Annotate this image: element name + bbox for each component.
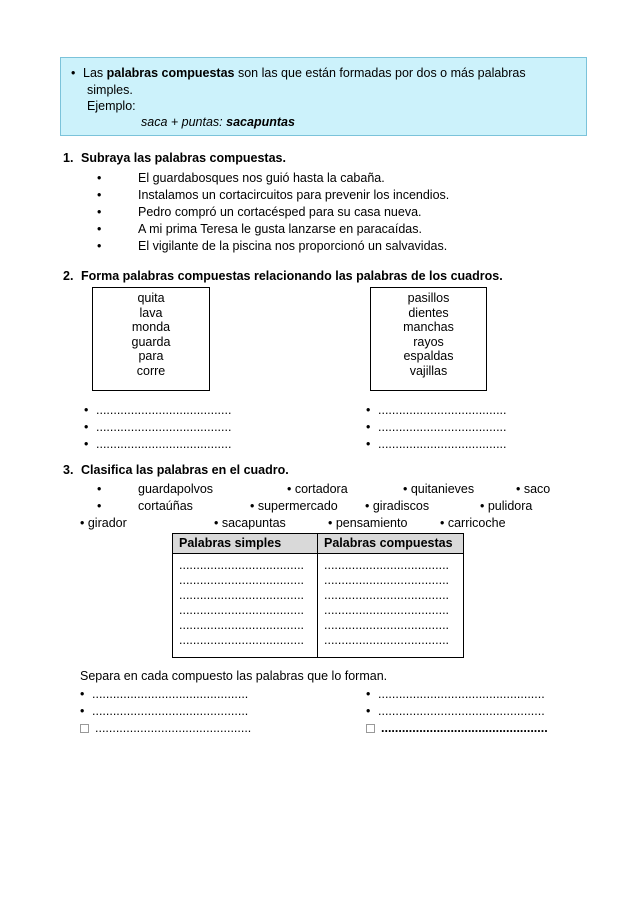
word-bank-item: • quitanieves: [403, 482, 475, 496]
word-bank-item: • cortaúñas: [97, 499, 193, 513]
word: corre: [136, 363, 166, 378]
list-item: • Instalamos un cortacircuitos para prevenir los incendios.: [97, 188, 450, 202]
answer-line[interactable]: • ................................................: [366, 687, 545, 701]
answer-line[interactable]: • .......................................: [84, 437, 232, 451]
word-bank-item: • pulidora: [480, 499, 533, 513]
list-item: • Pedro compró un cortacésped para su casa nueva.: [97, 205, 422, 219]
list-item: • El vigilante de la piscina nos proporcionó un salvavidas.: [97, 239, 448, 253]
word-bank-item: • giradiscos: [365, 499, 430, 513]
header-simple: Palabras simples: [173, 534, 318, 554]
definition-box: [60, 57, 587, 136]
word-bank-item: • girador: [80, 516, 127, 530]
word: manchas: [403, 320, 454, 334]
word-bank-item: • cortadora: [287, 482, 348, 496]
answer-line[interactable]: • .......................................: [84, 403, 232, 417]
answer-line[interactable]: • .............................................: [80, 687, 249, 701]
word: monda: [131, 320, 171, 334]
answer-line[interactable]: .............................................: [80, 720, 251, 736]
checkbox-icon: [366, 724, 375, 733]
definition-line2: simples.: [87, 83, 133, 97]
word-bank-item: • pensamiento: [328, 516, 408, 530]
word: rayos: [413, 334, 444, 349]
answer-line[interactable]: ................................................: [366, 720, 548, 736]
exercise3-title: 3. Clasifica las palabras en el cuadro.: [63, 463, 289, 477]
word-bank-item: • sacapuntas: [214, 516, 286, 530]
definition-text: • Las palabras compuestas son las que están formadas por dos o más palabras: [71, 65, 526, 81]
definition-term: palabras compuestas: [106, 66, 235, 80]
header-compound: Palabras compuestas: [318, 534, 464, 554]
answer-line[interactable]: • ................................................: [366, 704, 545, 718]
word: pasillos: [407, 291, 450, 305]
left-word-box: [92, 287, 210, 391]
classification-table: [172, 533, 464, 658]
example: saca + puntas: sacapuntas: [141, 115, 295, 129]
example-label: Ejemplo:: [87, 99, 136, 113]
answer-line[interactable]: • .............................................: [80, 704, 249, 718]
word: quita: [137, 291, 165, 305]
simple-words-column[interactable]: .................................... .................................... .................................... .................................... .................................... ....................................: [173, 554, 318, 658]
checkbox-icon: [80, 724, 89, 733]
word: guarda: [131, 334, 171, 349]
word: lava: [139, 305, 163, 320]
word-bank-item: • saco: [516, 482, 551, 496]
exercise2-title: 2. Forma palabras compuestas relacionando las palabras de los cuadros.: [63, 269, 503, 283]
separate-instruction: Separa en cada compuesto las palabras que lo forman.: [80, 669, 388, 683]
word-bank-item: • supermercado: [250, 499, 338, 513]
word: espaldas: [403, 349, 454, 363]
word-bank-item: • carricoche: [440, 516, 506, 530]
answer-line[interactable]: • .......................................: [84, 420, 232, 434]
exercise1-title: 1. Subraya las palabras compuestas.: [63, 151, 286, 165]
word: vajillas: [409, 363, 448, 378]
word-bank-item: • guardapolvos: [97, 482, 214, 496]
answer-line[interactable]: • .....................................: [366, 437, 507, 451]
right-word-box: [370, 287, 487, 391]
list-item: • A mi prima Teresa le gusta lanzarse en paracaídas.: [97, 222, 422, 236]
answer-line[interactable]: • .....................................: [366, 403, 507, 417]
word: para: [138, 349, 164, 363]
word: dientes: [408, 305, 449, 320]
answer-line[interactable]: • .....................................: [366, 420, 507, 434]
compound-words-column[interactable]: .................................... .................................... .................................... .................................... .................................... ....................................: [324, 558, 450, 647]
list-item: • El guardabosques nos guió hasta la cabaña.: [97, 171, 385, 185]
